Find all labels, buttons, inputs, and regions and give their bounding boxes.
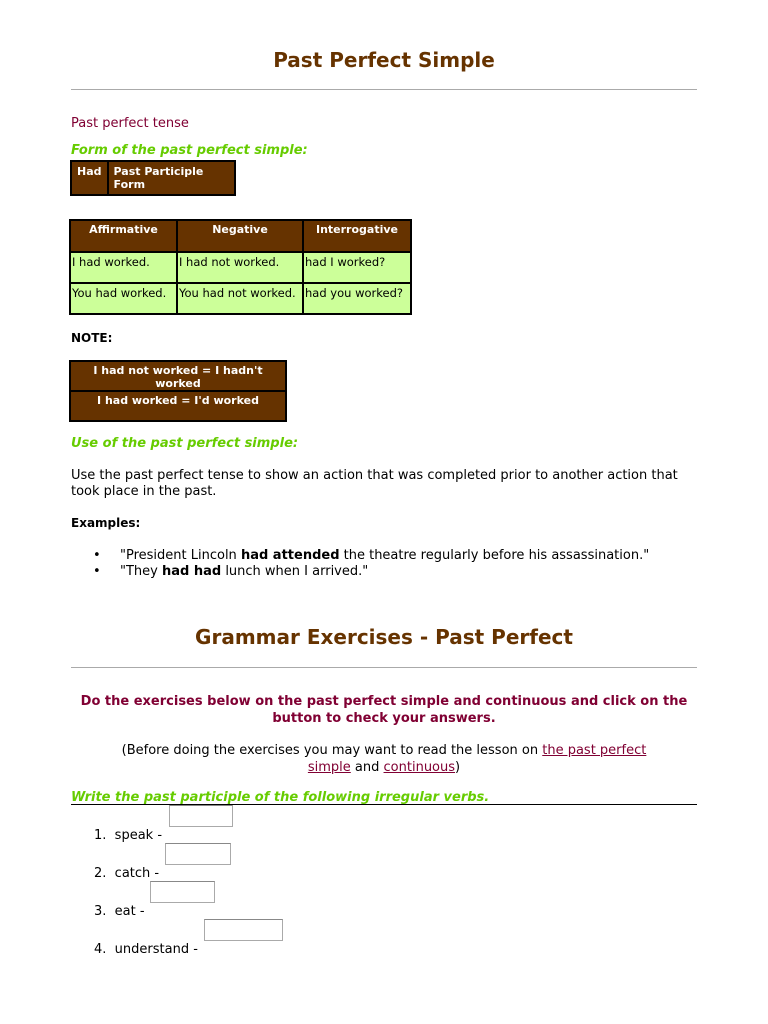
past-perfect-simple-link[interactable]: the past perfect simple (307, 743, 647, 775)
list-item (71, 564, 711, 580)
bullet-icon: • (93, 564, 101, 579)
table-row (70, 283, 411, 314)
item-verb: speak - (114, 828, 163, 843)
table-cell: had you worked? (303, 283, 411, 314)
pre-note-text: and (350, 760, 384, 775)
title-divider (71, 89, 697, 90)
list-item (94, 828, 162, 843)
example-text: lunch when I arrived." (221, 564, 369, 579)
use-text: Use the past perfect tense to show an action that was completed prior to another action that took place in the past. (71, 468, 678, 499)
header-negative: Negative (177, 220, 303, 252)
note-row: I had not worked = I hadn't worked (70, 361, 286, 391)
header-interrogative: Interrogative (303, 220, 411, 252)
section-divider (71, 804, 697, 805)
table-cell: I had not worked. (177, 252, 303, 283)
examples-list (71, 548, 711, 580)
pre-note-text: (Before doing the exercises you may want to read the lesson on (121, 743, 543, 758)
form-cell-participle: Past Participle Form (108, 161, 235, 195)
note-table (69, 360, 287, 422)
table-cell: You had worked. (70, 283, 177, 314)
answer-input-4[interactable] (204, 919, 283, 941)
form-cell-had: Had (71, 161, 108, 195)
header-affirmative: Affirmative (70, 220, 177, 252)
page-title: Past Perfect Simple (273, 48, 495, 72)
list-item (94, 904, 145, 919)
item-number: 2. (94, 866, 107, 881)
note-label: NOTE: (71, 331, 113, 345)
form-heading: Form of the past perfect simple: (71, 143, 308, 158)
answer-input-3[interactable] (150, 881, 215, 903)
bullet-icon: • (93, 548, 101, 563)
exercises-divider (71, 667, 697, 668)
list-item (94, 942, 198, 957)
table-cell: You had not worked. (177, 283, 303, 314)
exercise-section-heading: Write the past participle of the following irregular verbs. (71, 790, 490, 805)
table-cell: I had worked. (70, 252, 177, 283)
item-verb: eat - (114, 904, 145, 919)
lesson-subtitle: Past perfect tense (71, 116, 189, 131)
exercises-title: Grammar Exercises - Past Perfect (195, 625, 573, 649)
item-verb: catch - (114, 866, 160, 881)
form-table (70, 160, 236, 196)
examples-label: Examples: (71, 516, 141, 530)
table-row (70, 252, 411, 283)
item-number: 3. (94, 904, 107, 919)
pre-note (110, 742, 658, 776)
answer-input-1[interactable] (169, 805, 233, 827)
note-row: I had worked = I'd worked (70, 391, 286, 421)
use-heading: Use of the past perfect simple: (71, 436, 299, 451)
example-bold: had had (161, 564, 222, 579)
exercise-instruction: Do the exercises below on the past perfect simple and continuous and click on the button to check your answers. (80, 694, 688, 726)
answer-input-2[interactable] (165, 843, 231, 865)
list-item (71, 548, 711, 564)
example-text: "President Lincoln (120, 548, 241, 563)
table-cell: had I worked? (303, 252, 411, 283)
example-text: "They (120, 564, 162, 579)
item-verb: understand - (114, 942, 198, 957)
pre-note-text: ) (455, 760, 461, 775)
item-number: 4. (94, 942, 107, 957)
item-number: 1. (94, 828, 107, 843)
conjugation-table (69, 219, 412, 315)
continuous-link[interactable]: continuous (383, 760, 456, 775)
example-text: the theatre regularly before his assassination." (339, 548, 650, 563)
example-bold: had attended (240, 548, 340, 563)
list-item (94, 866, 159, 881)
